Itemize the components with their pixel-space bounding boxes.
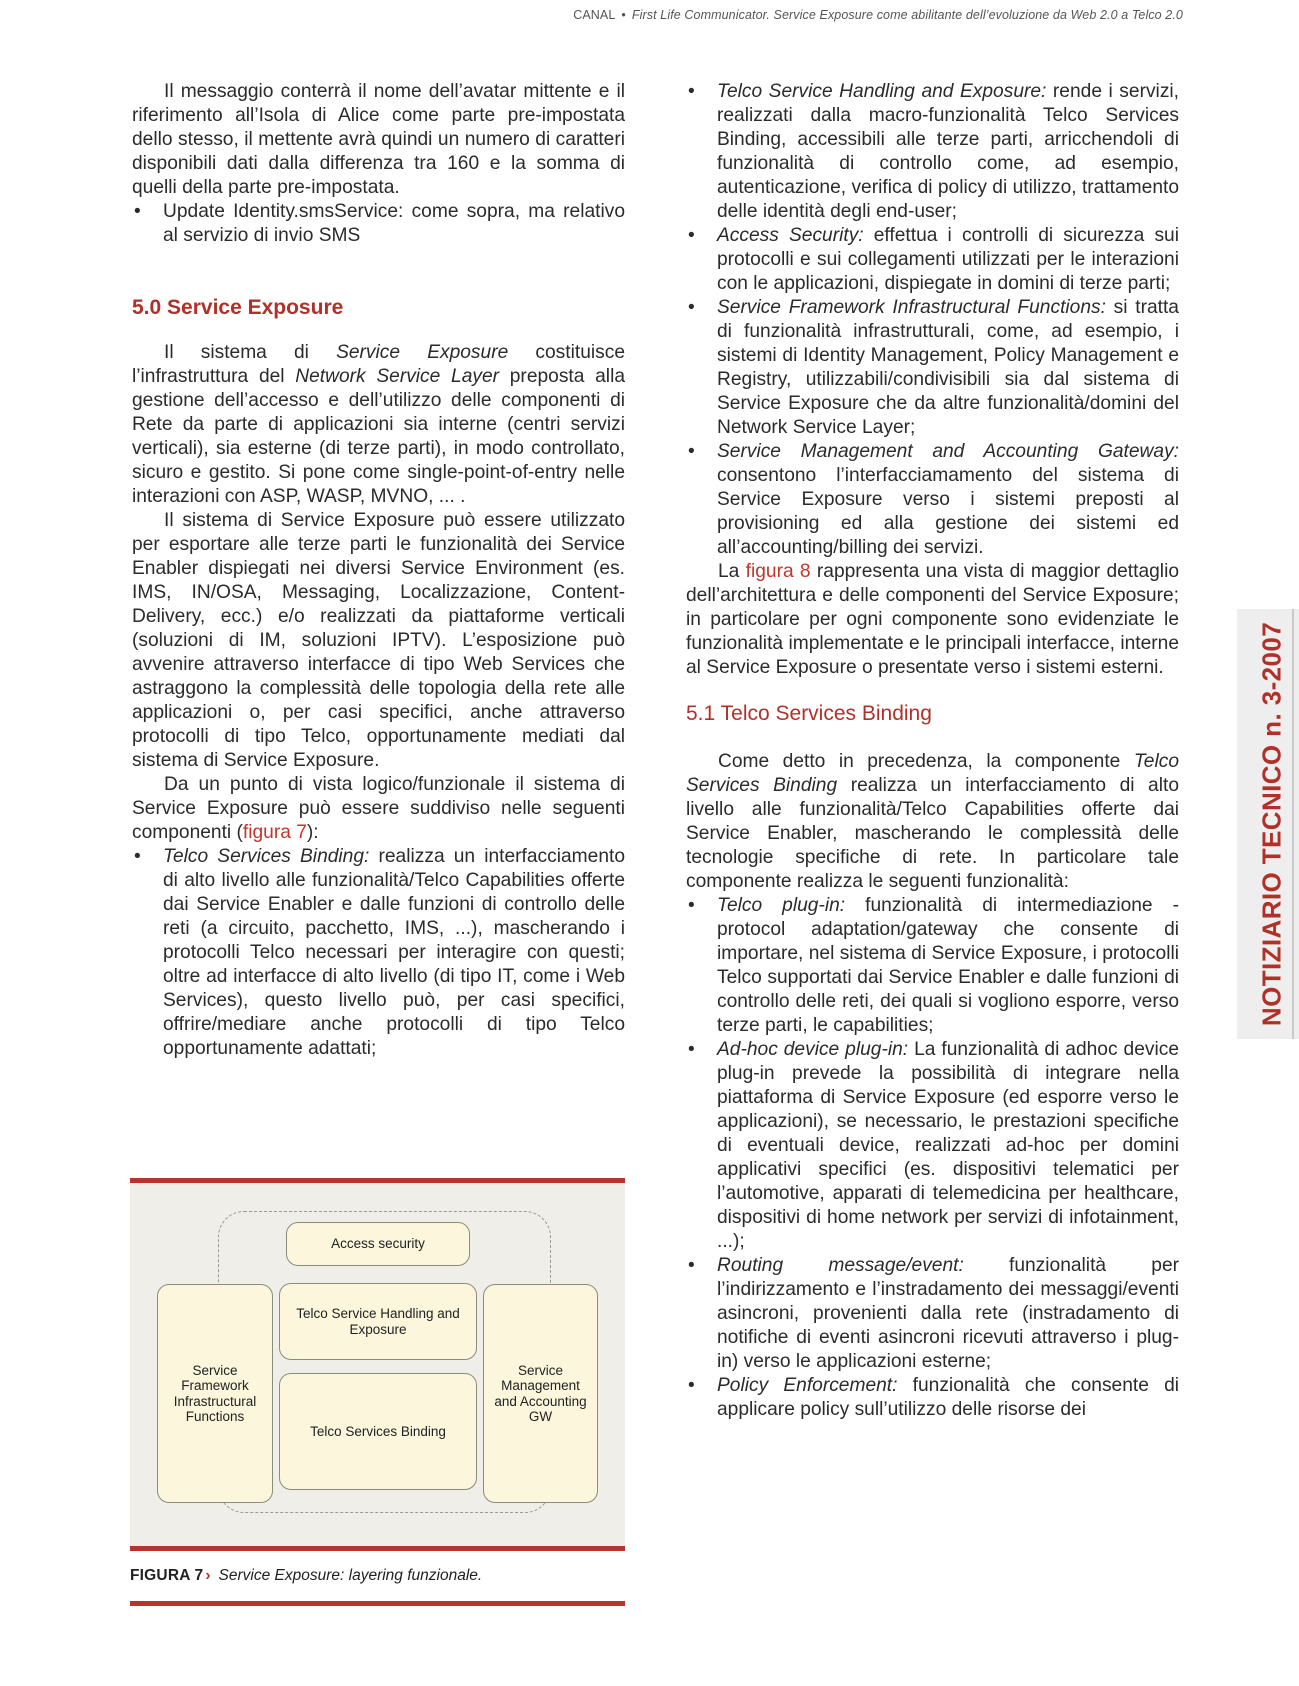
bullet-term: Telco Service Handling and Exposure: [717, 81, 1047, 102]
components-bullet-list-continued [686, 80, 1179, 560]
text-span: rappresenta una vista di maggior dettaglio dell’architettura e delle componenti del Service Exposure; in particolare per ogni componente sono evidenziate le funzionalità implementate e le principali interfacce, interne al Service Exposure o presentate verso i sistemi esterni. [686, 561, 1180, 678]
bullet-update-text: Update Identity.smsService: come sopra, ma relativo al servizio di invio SMS [163, 201, 625, 246]
right-column [686, 80, 1179, 1422]
bullet-term: Policy Enforcement: [717, 1375, 898, 1396]
paragraph-figura-8 [686, 560, 1179, 680]
intro-paragraph: Il messaggio conterrà il nome dell’avatar mittente e il riferimento all’Isola di Alice come parte pre-impostata dello stesso, il mettente avrà quindi un numero di caratteri disponibili dati dalla differenza tra 160 e la somma di quelli della parte pre-impostata. [132, 81, 625, 198]
list-item [132, 845, 625, 1061]
list-item [686, 80, 1179, 224]
header-title: First Life Communicator. Service Exposure come abilitante dell’evoluzione da Web 2.0 a Telco 2.0 [631, 8, 1183, 22]
list-item [686, 440, 1179, 560]
list-item [686, 224, 1179, 296]
bullet-text: si tratta di funzionalità infrastrutturali, come, ad esempio, i sistemi di Identity Management, Policy Management e Registry, utilizzabili/condivisibili sia dal sistema di Service Exposure che da altre funzionalità/domini del Network Service Layer; [717, 297, 1179, 438]
left-column [132, 80, 625, 1061]
list-item [686, 894, 1179, 1038]
list-item [132, 200, 625, 248]
bullet-text: funzionalità per l’indirizzamento e l’instradamento dei messaggi/eventi asincroni, provenienti dalla rete (instradamento di notifiche di eventi asincroni ricevuti attraverso i plug-in) verso le applicazioni esterne; [717, 1255, 1180, 1372]
text-span: ): [306, 822, 319, 843]
bullet-text: consentono l’interfacciamamento del sistema di Service Exposure verso i sistemi preposti al provisioning ed alla gestione dei sistemi ed all’accounting/billing dei servizi. [717, 465, 1179, 558]
box-telco-service-handling: Telco Service Handling and Exposure [279, 1283, 477, 1360]
text-span: Come detto in precedenza, la componente [718, 751, 1134, 772]
figure-7 [130, 1178, 625, 1606]
text-span: Il sistema di [164, 342, 337, 363]
running-header [573, 8, 1183, 22]
term-service-exposure: Service Exposure [336, 342, 509, 363]
text-span: Da un punto di vista logico/funzionale il sistema di Service Exposure può essere suddiviso nelle seguenti componenti ( [132, 774, 625, 843]
bullet-term: Routing message/event: [717, 1255, 964, 1276]
update-bullet-list [132, 200, 625, 248]
text-span: La [718, 561, 746, 582]
box-telco-services-binding: Telco Services Binding [279, 1373, 477, 1490]
side-tab-rule [1292, 609, 1294, 1039]
caption-arrow-icon: › [205, 1567, 211, 1584]
list-item [686, 1254, 1179, 1374]
header-author: CANAL [573, 8, 616, 22]
bullet-term: Ad-hoc device plug-in: [717, 1039, 909, 1060]
paragraph-componenti [132, 773, 625, 845]
figure-8-link[interactable]: figura 8 [745, 561, 811, 582]
figure-caption-text: Service Exposure: layering funzionale. [218, 1567, 483, 1584]
bullet-text: effettua i controlli di sicurezza sui protocolli e sui collegamenti utilizzati per le interazioni con le applicazioni, dispiegate in domini di terze parti; [717, 225, 1179, 294]
box-service-management: Service Management and Accounting GW [483, 1284, 598, 1503]
functions-bullet-list [686, 894, 1179, 1422]
box-access-security: Access security [286, 1222, 470, 1266]
bullet-text: realizza un interfacciamento di alto livello alle funzionalità/Telco Capabilities offerte dai Service Enabler e dalle funzioni di controllo delle reti (a circuito, pacchetto, IMS, ...), mascherando i protocolli Telco necessari per interagire con questi; oltre ad interfacce di alto livello (di tipo IT, come i Web Services), questo livello può, per casi specifici, offrire/mediare anche protocolli di tipo Telco opportunamente adattati; [163, 846, 626, 1059]
paragraph-utilizzo: Il sistema di Service Exposure può essere utilizzato per esportare alle terze parti le funzionalità dei Service Enabler dispiegati nei diversi Service Environment (es. IMS, IN/OSA, Messaging, Localizzazione, Content-Delivery, ecc.) e/o realizzati da piattaforme verticali (soluzioni di IM, soluzioni IPTV). L’esposizione può avvenire attraverso interfacce di tipo Web Services che astraggono la complessità delle topologia della rete alle applicazioni o, per casi specifici, anche attraverso protocolli di tipo Telco, opportunamente mediati dal sistema di Service Exposure. [132, 510, 625, 771]
list-item [686, 296, 1179, 440]
figure-caption [130, 1551, 625, 1601]
section-title-5-1: 5.1 Telco Services Binding [686, 702, 932, 725]
figure-7-link[interactable]: figura 7 [242, 822, 307, 843]
bullet-term: Telco Services Binding: [163, 846, 370, 867]
list-item [686, 1038, 1179, 1254]
paragraph-telco-services-binding [686, 750, 1179, 894]
list-item [686, 1374, 1179, 1422]
box-service-framework: Service Framework Infrastructural Functions [157, 1284, 273, 1503]
term-network-service-layer: Network Service Layer [295, 366, 500, 387]
components-bullet-list [132, 845, 625, 1061]
bullet-text: rende i servizi, realizzati dalla macro-funzionalità Telco Services Binding, accessibili alle terze parti, arricchendoli di funzionalità di controllo come, ad esempio, autenticazione, verifica di policy di utilizzo, trattamento delle identità degli end-user; [717, 81, 1180, 222]
paragraph-service-exposure [132, 341, 625, 509]
side-tab-publication: NOTIZIARIO TECNICO n. 3-2007 [1256, 621, 1287, 1027]
section-title-5-0: 5.0 Service Exposure [132, 296, 344, 319]
bullet-term: Service Management and Accounting Gateway: [717, 441, 1179, 462]
bullet-text: funzionalità di intermediazione - protocol adaptation/gateway che consente di importare, nel sistema di Service Exposure, i protocolli Telco supportati dai Service Enabler e dalle funzioni di controllo delle reti, dei quali si vogliono esporre, verso terze parti, le capabilities; [717, 895, 1179, 1036]
bullet-text: funzionalità che consente di applicare policy sull’utilizzo delle risorse dei [717, 1375, 1179, 1420]
term-telco-services-binding: Telco Services Binding [686, 751, 1179, 796]
figure-diagram [130, 1183, 625, 1546]
text-span: costituisce l’infrastruttura del [132, 342, 625, 387]
bullet-term: Service Framework Infrastructural Functions: [717, 297, 1106, 318]
bullet-term: Access Security: [717, 225, 864, 246]
figure-bottom-rule [130, 1601, 625, 1606]
bullet-text: La funzionalità di adhoc device plug-in prevede la possibilità di integrare nella piattaforma di Service Exposure (ed esporre verso le applicazioni), se necessario, le prestazioni specifiche di eventuali device, realizzati ad-hoc per domini applicativi specifici (es. dispositivi telematici per l’automotive, apparati di telemedicina per healthcare, dispositivi di home network per servizi di infotainment, ...); [717, 1039, 1179, 1252]
text-span: preposta alla gestione dell’accesso e dell’utilizzo delle componenti di Rete da parte di applicazioni sia interne (centri servizi verticali), sia esterne (di terze parti), in modo controllato, sicuro e gestito. Si pone come single-point-of-entry nelle interazioni con ASP, WASP, MVNO, ... . [132, 366, 626, 507]
header-separator: • [621, 8, 626, 22]
text-span: realizza un interfacciamento di alto livello alle funzionalità/Telco Capabilities offerte dai Service Enabler, mascherando le complessità delle tecnologie specifiche di rete. In particolare tale componente realizza le seguenti funzionalità: [686, 775, 1179, 892]
figure-caption-label: FIGURA 7 [130, 1567, 204, 1584]
bullet-term: Telco plug-in: [717, 895, 846, 916]
